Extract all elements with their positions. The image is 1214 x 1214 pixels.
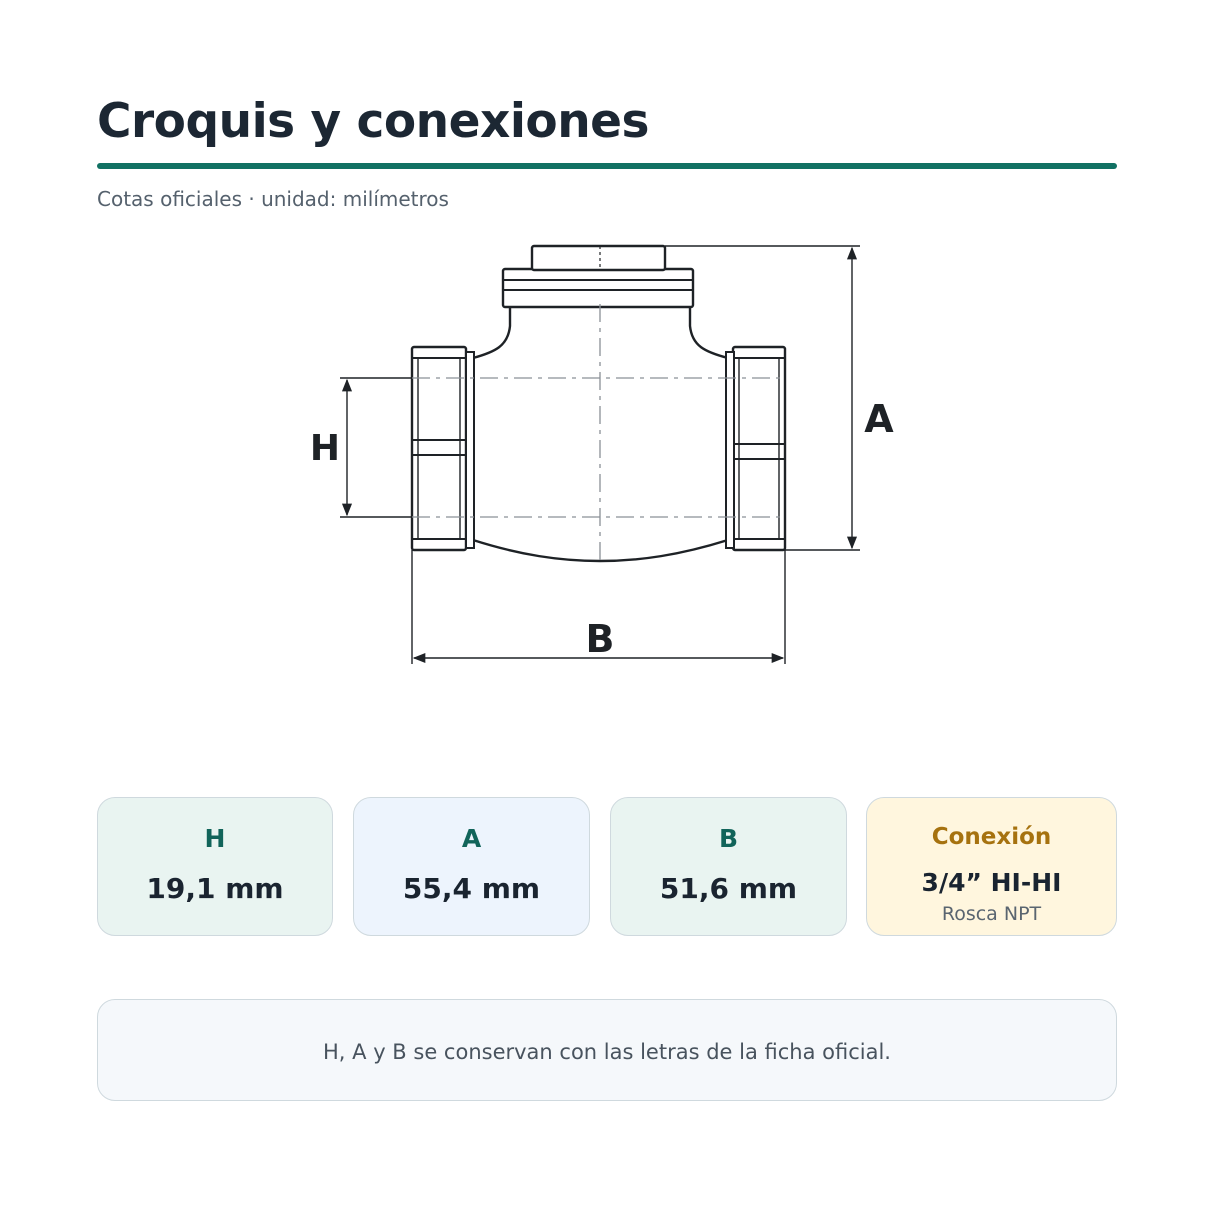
dimension-cards <box>97 797 1117 938</box>
title-underline <box>97 163 1117 169</box>
card-connection-label: Conexión <box>931 824 1052 850</box>
card-a-value: 55,4 mm <box>402 872 541 905</box>
page-subtitle: Cotas oficiales · unidad: milímetros <box>97 187 449 211</box>
card-b <box>610 797 847 936</box>
page-title: Croquis y conexiones <box>97 94 650 149</box>
card-h-label: H <box>204 824 226 853</box>
card-connection <box>866 797 1117 936</box>
card-connection-value: 3/4” HI-HI <box>921 868 1062 897</box>
card-h <box>97 797 333 936</box>
dimension-b-label: B <box>585 617 615 661</box>
valve-drawing <box>300 232 920 682</box>
card-a-label: A <box>461 824 482 853</box>
card-a <box>353 797 590 936</box>
card-h-value: 19,1 mm <box>146 872 284 905</box>
info-note-text: H, A y B se conservan con las letras de la ficha oficial. <box>323 1040 891 1064</box>
card-connection-sub: Rosca NPT <box>941 903 1042 925</box>
card-b-label: B <box>718 824 739 853</box>
info-note <box>97 999 1117 1101</box>
card-b-value: 51,6 mm <box>659 872 798 905</box>
valve-cap <box>503 246 693 307</box>
dimension-h <box>340 378 412 517</box>
dimension-h-label: H <box>309 428 341 469</box>
dimension-a-label: A <box>864 397 894 441</box>
